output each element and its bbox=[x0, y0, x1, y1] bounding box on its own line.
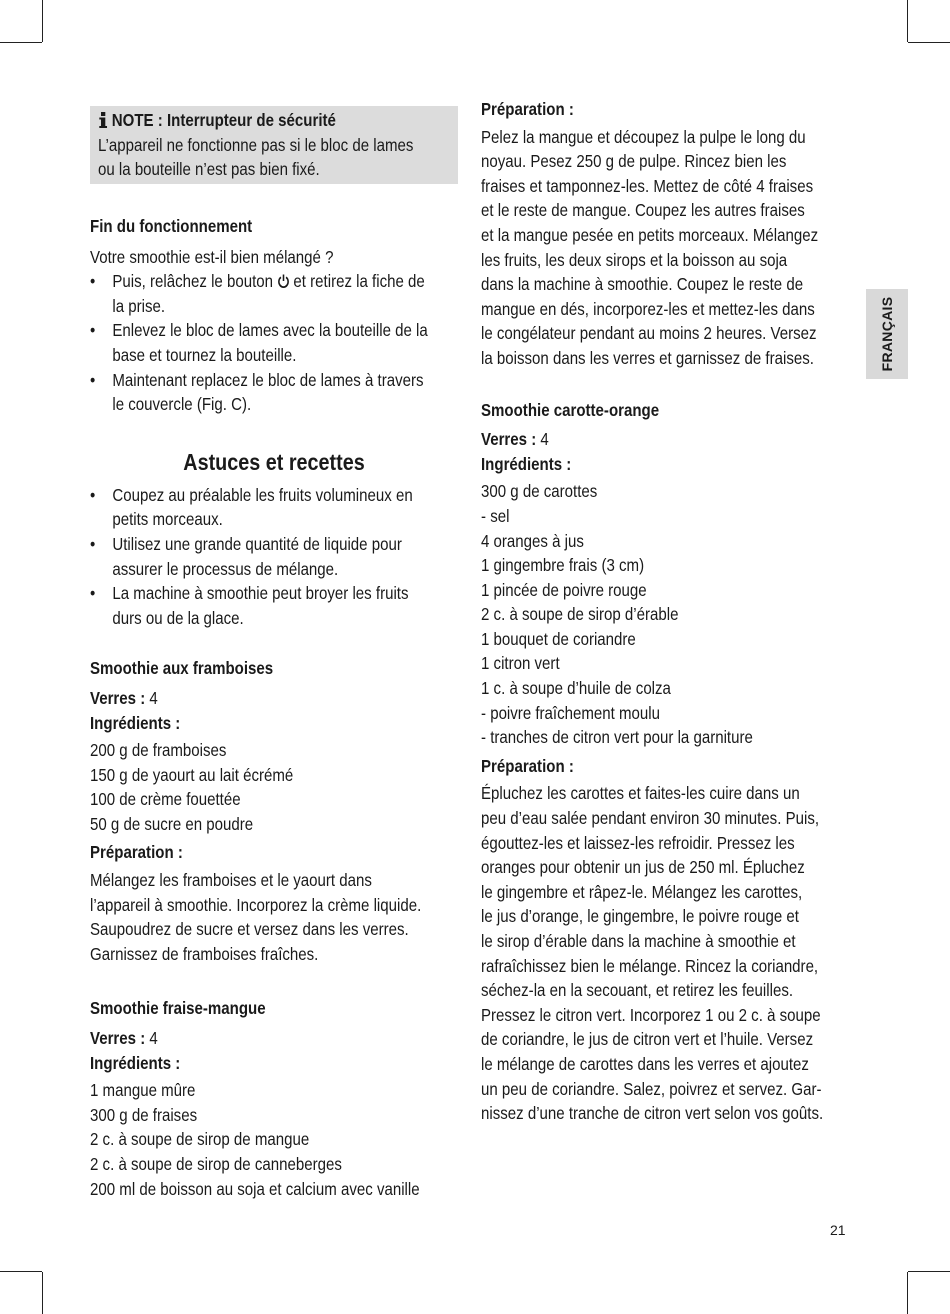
crop-mark bbox=[0, 42, 42, 43]
preparation-line: Garnissez de framboises fraîches. bbox=[90, 943, 319, 964]
ingredient-line: 1 pincée de poivre rouge bbox=[481, 579, 647, 600]
preparation-line: rafraîchissez bien le mélange. Rincez la coriandre, bbox=[481, 955, 819, 976]
fin-bullet-list bbox=[90, 269, 457, 417]
safety-note-box bbox=[90, 106, 458, 184]
preparation-line: oranges pour obtenir un jus de 250 ml. Épluchez bbox=[481, 857, 805, 878]
preparation-line: le gingembre et râpez-le. Mélangez les carottes, bbox=[481, 881, 803, 902]
preparation-line: l’appareil à smoothie. Incorporez la crème liquide. bbox=[90, 894, 422, 915]
ingredient-line: 200 ml de boisson au soja et calcium avec vanille bbox=[90, 1178, 420, 1199]
preparation-line: Saupoudrez de sucre et versez dans les verres. bbox=[90, 919, 409, 940]
crop-mark bbox=[908, 1271, 950, 1272]
preparation-line: mangue en dés, incorporez-les et mettez-les dans bbox=[481, 298, 815, 319]
preparation-label: Préparation : bbox=[481, 755, 574, 776]
ingredients-label: Ingrédients : bbox=[90, 712, 181, 733]
crop-mark bbox=[0, 1271, 42, 1272]
ingredient-line: 200 g de framboises bbox=[90, 740, 227, 761]
ingredient-line: 100 de crème fouettée bbox=[90, 789, 241, 810]
note-line: ou la bouteille n’est pas bien fixé. bbox=[98, 159, 320, 180]
ingredient-line: 2 c. à soupe de sirop d’érable bbox=[481, 604, 679, 625]
ingredient-line: 1 bouquet de coriandre bbox=[481, 628, 636, 649]
preparation-line: un peu de coriandre. Salez, poivrez et servez. Gar- bbox=[481, 1078, 822, 1099]
crop-mark bbox=[907, 0, 908, 42]
crop-mark bbox=[42, 0, 43, 42]
list-item: • Maintenant replacez le bloc de lames à travers le couvercle (Fig. C). bbox=[90, 368, 457, 417]
servings-line: Verres : 4 bbox=[90, 687, 158, 708]
preparation-label: Préparation : bbox=[481, 99, 574, 119]
servings-line: Verres : 4 bbox=[90, 1028, 158, 1049]
ingredient-line: - poivre fraîchement moulu bbox=[481, 702, 661, 723]
language-side-tab bbox=[866, 289, 908, 379]
ingredient-line: 1 c. à soupe d’huile de colza bbox=[481, 678, 671, 699]
power-icon bbox=[277, 274, 289, 288]
language-label: FRANÇAIS bbox=[879, 296, 895, 372]
ingredient-line: - sel bbox=[481, 505, 510, 526]
ingredient-line: 1 mangue mûre bbox=[90, 1080, 196, 1101]
ingredient-line: 2 c. à soupe de sirop de canneberges bbox=[90, 1154, 342, 1174]
preparation-line: le jus d’orange, le gingembre, le poivre rouge et bbox=[481, 906, 799, 927]
left-column bbox=[90, 96, 458, 1201]
preparation-line: de coriandre, le jus de citron vert et l’huile. Versez bbox=[481, 1029, 814, 1050]
ingredient-line: 2 c. à soupe de sirop de mangue bbox=[90, 1129, 310, 1150]
recipe-heading-fraise-mangue: Smoothie fraise-mangue bbox=[90, 998, 266, 1019]
preparation-line: les fruits, les deux sirops et la boisson au soja bbox=[481, 249, 788, 270]
list-item: • Coupez au préalable les fruits volumineux en petits morceaux. bbox=[90, 483, 457, 532]
fin-intro: Votre smoothie est-il bien mélangé ? bbox=[90, 246, 334, 267]
preparation-line: nissez d’une tranche de citron vert selon vos goûts. bbox=[481, 1103, 824, 1124]
ingredient-line: 50 g de sucre en poudre bbox=[90, 813, 254, 834]
ingredient-line: 4 oranges à jus bbox=[481, 530, 584, 551]
preparation-line: dans la machine à smoothie. Coupez le reste de bbox=[481, 274, 804, 295]
astuces-bullet-list bbox=[90, 483, 457, 631]
ingredient-line: - tranches de citron vert pour la garniture bbox=[481, 727, 753, 748]
section-heading-fin: Fin du fonctionnement bbox=[90, 216, 253, 236]
preparation-line: Pelez la mangue et découpez la pulpe le long du bbox=[481, 126, 806, 147]
ingredient-line: 150 g de yaourt au lait écrémé bbox=[90, 764, 294, 785]
preparation-line: le congélateur pendant au moins 2 heures. Versez bbox=[481, 323, 817, 344]
preparation-line: Épluchez les carottes et faites-les cuire dans un bbox=[481, 783, 800, 804]
ingredients-label: Ingrédients : bbox=[90, 1052, 181, 1073]
note-line: L’appareil ne fonctionne pas si le bloc de lames bbox=[98, 134, 414, 155]
preparation-line: et le reste de mangue. Coupez les autres fraises bbox=[481, 200, 805, 221]
section-heading-astuces: Astuces et recettes bbox=[183, 448, 365, 475]
preparation-line: fraises et tamponnez-les. Mettez de côté 4 fraises bbox=[481, 175, 814, 196]
recipe-heading-carotte-orange: Smoothie carotte-orange bbox=[481, 399, 660, 420]
servings-line: Verres : 4 bbox=[481, 429, 549, 450]
list-item: • Utilisez une grande quantité de liquide pour assurer le processus de mélange. bbox=[90, 532, 457, 581]
ingredient-line: 1 gingembre frais (3 cm) bbox=[481, 555, 645, 576]
ingredient-line: 1 citron vert bbox=[481, 653, 560, 674]
preparation-line: le sirop d’érable dans la machine à smoothie et bbox=[481, 931, 796, 951]
preparation-label: Préparation : bbox=[90, 842, 183, 863]
crop-mark bbox=[42, 1272, 43, 1314]
preparation-line: peu d’eau salée pendant environ 30 minutes. Puis, bbox=[481, 808, 820, 829]
recipe-heading-framboises: Smoothie aux framboises bbox=[90, 658, 274, 679]
preparation-line: la boisson dans les verres et garnissez de fraises. bbox=[481, 347, 814, 368]
preparation-line: égouttez-les et laissez-les refroidir. Pressez les bbox=[481, 832, 795, 853]
ingredient-line: 300 g de carottes bbox=[481, 481, 598, 502]
preparation-line: Pressez le citron vert. Incorporez 1 ou 2 c. à soupe bbox=[481, 1004, 821, 1025]
list-item: • Enlevez le bloc de lames avec la bouteille de la base et tournez la bouteille. bbox=[90, 318, 457, 367]
crop-mark bbox=[908, 42, 950, 43]
right-column bbox=[481, 97, 851, 1126]
preparation-line: noyau. Pesez 250 g de pulpe. Rincez bien les bbox=[481, 151, 787, 172]
ingredient-line: 300 g de fraises bbox=[90, 1104, 198, 1125]
page-number: 21 bbox=[830, 1222, 846, 1238]
list-item: • Puis, relâchez le bouton et retirez la fiche de la prise. bbox=[90, 269, 457, 318]
preparation-line: le mélange de carottes dans les verres et ajoutez bbox=[481, 1053, 809, 1074]
preparation-line: séchez-la en la secouant, et retirez les feuilles. bbox=[481, 980, 794, 1001]
preparation-line: et la mangue pesée en petits morceaux. Mélangez bbox=[481, 224, 819, 245]
crop-mark bbox=[907, 1272, 908, 1314]
info-icon bbox=[98, 112, 108, 128]
preparation-line: Mélangez les framboises et le yaourt dans bbox=[90, 870, 372, 891]
note-title-line bbox=[98, 108, 446, 133]
note-title: NOTE : Interrupteur de sécurité bbox=[111, 110, 336, 130]
ingredients-label: Ingrédients : bbox=[481, 453, 572, 474]
list-item: • La machine à smoothie peut broyer les fruits durs ou de la glace. bbox=[90, 581, 457, 630]
